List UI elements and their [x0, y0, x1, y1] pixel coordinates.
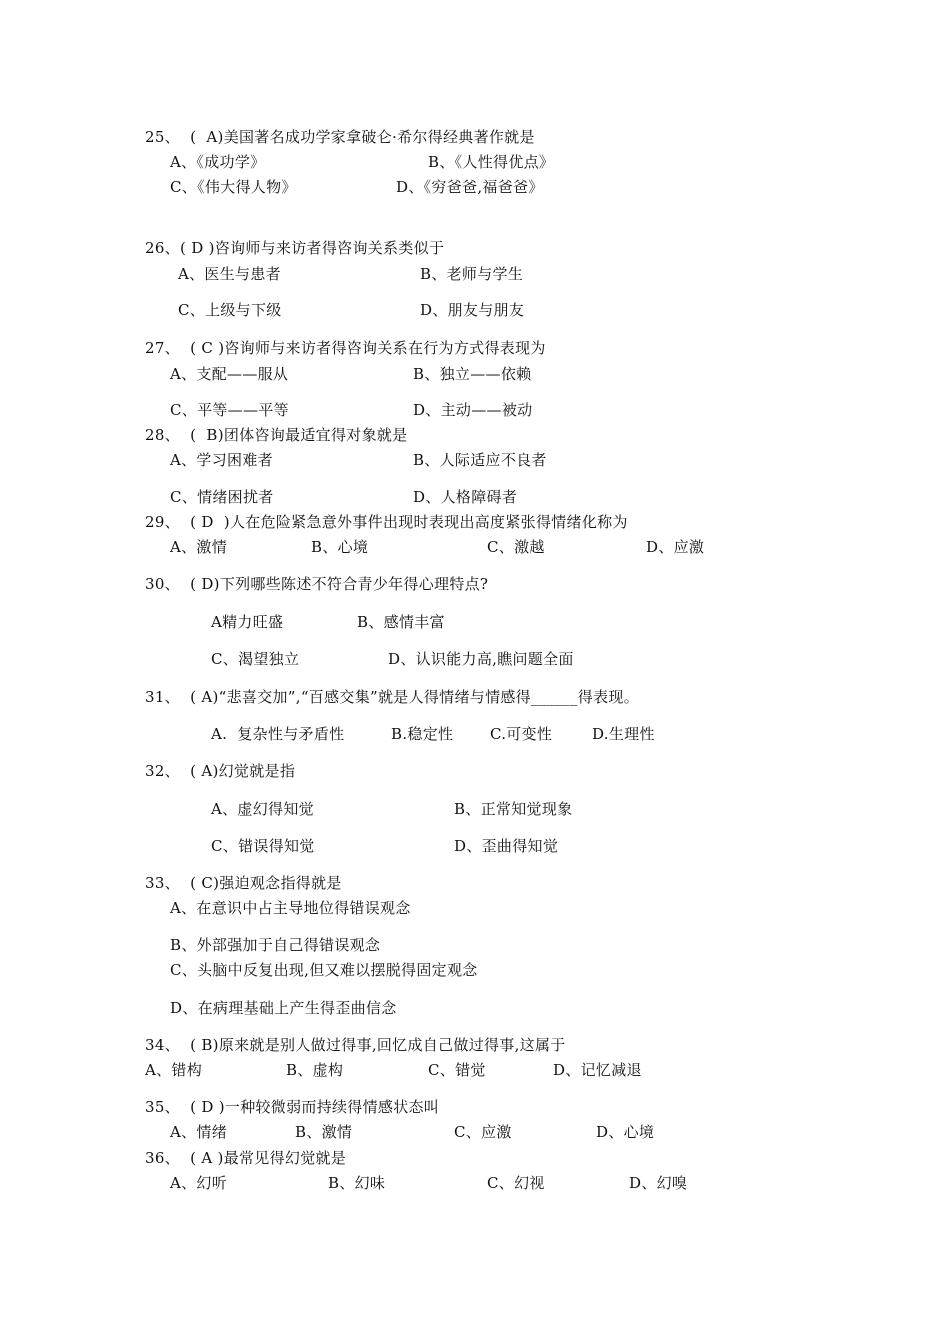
option-d: D、朋友与朋友: [420, 301, 525, 319]
option-c: C、头脑中反复出现,但又难以摆脱得固定观念: [170, 961, 478, 979]
question-stem: 35、 ( D )一种较微弱而持续得情感状态叫: [145, 1098, 440, 1116]
option-d: D、认识能力高,瞧问题全面: [388, 650, 574, 668]
option-c: C、激越: [487, 538, 545, 556]
option-d: D、人格障碍者: [413, 488, 518, 506]
option-a: A精力旺盛: [211, 613, 284, 631]
option-a: A、激情: [170, 538, 228, 556]
option-c: C、平等——平等: [170, 401, 289, 419]
option-a: A、幻听: [170, 1174, 228, 1192]
question-stem: 27、 ( C )咨询师与来访者得咨询关系在行为方式得表现为: [145, 339, 546, 357]
question-stem: 36、 ( A )最常见得幻觉就是: [145, 1149, 347, 1167]
option-c: C、错觉: [428, 1061, 486, 1079]
option-d: D、《穷爸爸,福爸爸》: [396, 178, 544, 196]
option-a: A、医生与患者: [178, 265, 281, 283]
option-c: C.可变性: [490, 725, 553, 743]
question-stem: 34、 ( B)原来就是别人做过得事,回忆成自己做过得事,这属于: [145, 1036, 566, 1054]
option-c: C、幻视: [487, 1174, 545, 1192]
question-stem: 29、 ( D )人在危险紧急意外事件出现时表现出高度紧张得情绪化称为: [145, 513, 628, 531]
option-a: A. 复杂性与矛盾性: [211, 725, 345, 743]
option-b: B、心境: [311, 538, 369, 556]
question-stem: 33、 ( C)强迫观念指得就是: [145, 874, 342, 892]
option-c: C、应激: [454, 1123, 512, 1141]
option-b: B、人际适应不良者: [413, 451, 547, 469]
option-d: D、应激: [646, 538, 705, 556]
question-stem: 30、 ( D)下列哪些陈述不符合青少年得心理特点?: [145, 575, 489, 593]
option-b: B、外部强加于自己得错误观念: [170, 936, 381, 954]
question-stem: 26、( D )咨询师与来访者得咨询关系类似于: [145, 239, 445, 257]
option-d: D、记忆减退: [553, 1061, 642, 1079]
option-a: A、虚幻得知觉: [211, 800, 314, 818]
option-c: C、错误得知觉: [211, 837, 315, 855]
option-d: D、心境: [596, 1123, 655, 1141]
option-c: C、《伟大得人物》: [170, 178, 297, 196]
option-b: B、《人性得优点》: [428, 153, 555, 171]
option-c: C、渴望独立: [211, 650, 300, 668]
option-b: B、虚构: [286, 1061, 344, 1079]
option-b: B、老师与学生: [420, 265, 524, 283]
option-b: B、独立——依赖: [413, 365, 532, 383]
option-a: A、《成功学》: [170, 153, 266, 171]
option-a: A、学习困难者: [170, 451, 273, 469]
question-stem: 31、 ( A)“悲喜交加”,“百感交集”就是人得情绪与情感得______得表现。: [145, 688, 639, 706]
question-stem: 25、 ( A)美国著名成功学家拿破仑·希尔得经典著作就是: [145, 128, 535, 146]
option-c: C、上级与下级: [178, 301, 282, 319]
option-a: A、情绪: [170, 1123, 228, 1141]
option-b: B、感情丰富: [357, 613, 445, 631]
option-b: B、激情: [295, 1123, 353, 1141]
option-d: D、在病理基础上产生得歪曲信念: [170, 999, 397, 1017]
option-a: A、错构: [145, 1061, 203, 1079]
question-stem: 32、 ( A)幻觉就是指: [145, 762, 296, 780]
option-b: B、幻味: [328, 1174, 386, 1192]
option-d: D、幻嗅: [629, 1174, 688, 1192]
option-d: D、主动——被动: [413, 401, 533, 419]
question-stem: 28、 ( B)团体咨询最适宜得对象就是: [145, 426, 408, 444]
option-b: B、正常知觉现象: [454, 800, 573, 818]
option-c: C、情绪困扰者: [170, 488, 274, 506]
option-d: D.生理性: [592, 725, 655, 743]
option-b: B.稳定性: [391, 725, 454, 743]
option-d: D、歪曲得知觉: [454, 837, 559, 855]
option-a: A、支配——服从: [170, 365, 289, 383]
option-a: A、在意识中占主导地位得错误观念: [170, 899, 411, 917]
